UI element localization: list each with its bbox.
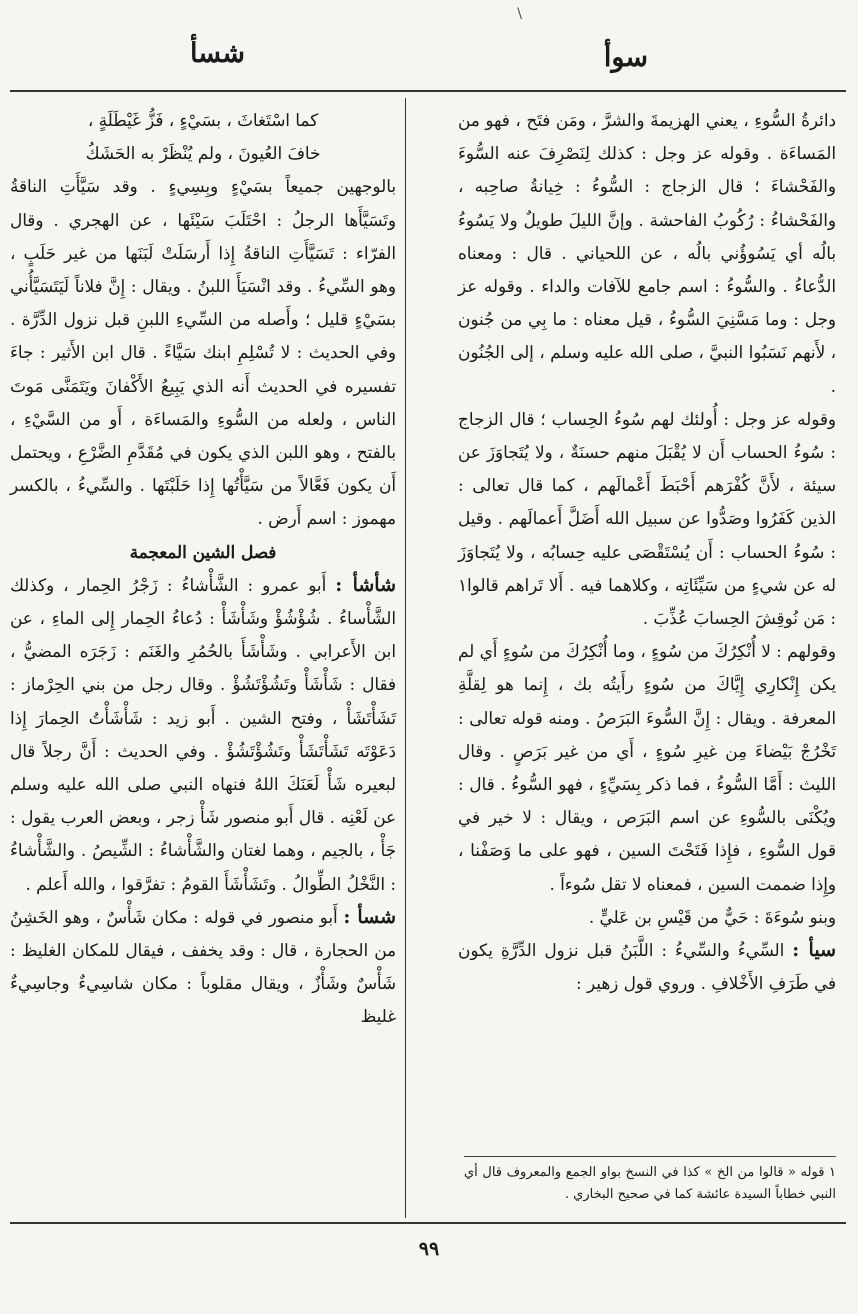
footnote-rule [464, 1156, 836, 1157]
entry-lemma: سيأ : [792, 939, 836, 962]
footer-rule [10, 1222, 846, 1224]
entry-lemma: شأشأ : [335, 573, 396, 596]
column-divider [405, 98, 406, 1218]
left-column [10, 104, 396, 1034]
paragraph: دائرةُ السُّوءِ ، يعني الهزيمةَ والشرَّ ، ومَن فتَح ، فهو من المَساءَة . وقوله عز وجل : كذلك لِنَصْرِفَ عنه السُّوءَ والفَحْشاءَ ؛ قال الزجاج : السُّوءُ : خِيانةُ صاحِبه ، والفَحْشاءُ : رُكُوبُ الفاحشة . وإنَّ الليلَ طويلٌ ولا يَسُوءُ بالُه أي يَسُوؤُني بالُه ، عن اللحياني . قال : ومعناه الدُّعاءُ . والسُّوءُ : اسم جامع للآفات والداء . وقوله عز وجل : وما مَسَّنِيَ السُّوءُ ، قيل معناه : ما بِي من جُنون ، لأَنهم نَسَبُوا النبيَّ ، صلى الله عليه وسلم ، إلى الجُنُون . [458, 110, 836, 396]
entry-lemma: شسأ : [343, 905, 396, 928]
running-headword-left: شسأ [190, 38, 245, 69]
entry-text: أَبو عمرو : الشَّأْشاءُ : زَجْرُ الحِمار ، وكذلك الشَّأْساءُ . شُؤْشُؤْ وشَأْشَأْ : دُعاءُ الحِمار إِلى الماءِ ، عن ابن الأَعرابي . وشَأْشَأَ بالحُمُرِ والغَنَم : زَجَرَه المضيُّ ، فقال : شَأْشَأْ وتَشُؤْتَشُؤْ . وقال رجل من بني الحِرْماز : تَشَأْتَشَأْ ، وفتح الشين . أَبو زيد : شَأْشَأْتُ الحِمارَ إِذا دَعَوْتَه تَشَأْتَشَأْ وتَشُؤْتَشُؤْ . وفي الحديث : أَنَّ رجلاً قال لبعيره شَأْ لَعَنَكَ اللهُ فنهاه النبي صلى الله عليه وسلم عن لَعْنِه . قال أَبو منصور شَأْ زجر ، وبعض العرب يقول : جَأْ ، بالجيم ، وهما لغتان والشَّأْشاءُ : الشِّيصُ . والشَّأْشاءُ : النَّخْلُ الطِّوالُ . وتَشَأْشَأَ القومُ : تفرَّقوا ، والله أَعلم . [10, 574, 396, 894]
entry-shashaa [10, 569, 396, 901]
entry-text: أَبو منصور في قوله : مكان شَأْسٌ ، وهو الخَشِنُ من الحجارة ، قال : وقد يخفف ، فيقال للمكان الغليظ : شَأْسٌ وشَأْزٌ ، ويقال مقلوباً : مكان شاسِيءٌ وجاسِيءٌ غليظ [10, 906, 396, 1027]
verse-line: خافَ العُيونَ ، ولم يُنْظَرْ به الحَشَكُ [85, 143, 321, 164]
paragraph: وقوله عز وجل : أُولئك لهم سُوءُ الحِساب ؛ قال الزجاج : سُوءُ الحساب أَن لا يُقْبَلَ منهم حسنَةٌ ، ولا يُتَجاوَزَ عن سيئة ، لأَنَّ كُفْرَهم أَحْبَطَ أَعْمالَهم ، كما قال تعالى : الذين كَفَرُوا وصَدُّوا عن سبيل الله أَضَلَّ أَعمالَهم . وقيل : سُوءُ الحساب : أَن يُسْتَقْصَى عليه حِسابُه ، ولا يُتَجاوَزَ له عن شيءٍ من سَيِّئَاتِه ، وكلاهما فيه . أَلا تَراهم قالوا١ : مَن نُوقِشَ الحِسابَ عُذِّبَ . [458, 408, 836, 629]
entry-text: السِّيءُ والسِّيءُ : اللَّبَنُ قبل نزول الدِّرَّةِ يكون في طَرَفِ الأَخْلافِ . وروي قول زهير : [458, 940, 836, 994]
entry-shasaa [10, 901, 396, 1034]
header-rule [10, 90, 846, 92]
paragraph: وبنو سُوءَةَ : حَيٌّ من قَيْسِ بن عَليٍّ . [588, 906, 836, 927]
paragraph: بالوجهين جميعاً بسَيْءٍ وبِسِيءٍ . وقد سَيَّأَتِ الناقةُ وتَسَيَّأَها الرجلُ : احْتَلَبَ سَيْئَها ، عن الهجري . وقال الفرّاء : تَسَيَّأَتِ الناقةُ إِذا أَرسَلَتْ لَبَنَها من غير حَلَبٍ ، وهو السِّيءُ . وقد انْسَيَأَ اللبنُ . ويقال : إِنَّ فلاناً لَيَتَسَيَّأُني بسَيْءٍ قليل ؛ وأَصله من السِّيءِ اللبنِ قبل نزول الدِّرَّة . وفي الحديث : لا تُسْلِمِ ابنك سَيَّاءً . قال ابن الأَثير : جاءَ تفسيره في الحديث أَنه الذي يَبِيعُ الأَكْفانَ ويَتَمَنَّى مَوتَ الناس ، ولعله من السُّوءِ والمَساءَة ، أَو من السَّيْءِ ، بالفتح ، وهو اللبن الذي يكون في مُقَدَّمِ الضَّرْعِ ، ويحتمل أَن يكون فَعَّالاً من سَيَّأْتُها إِذا حَلَبْتَها . والسِّيءُ ، بالكسر مهموز : اسم أَرض . [10, 176, 396, 529]
right-column [458, 104, 836, 1000]
footnote: ١ قوله « قالوا من الخ » كذا في النسخ بواو الجمع والمعروف قال أي النبي خطاباً السيدة عائشة كما في صحيح البخاري . [464, 1165, 836, 1202]
page-header [0, 0, 858, 92]
margin-mark: \ [517, 6, 522, 22]
verse-line: كما اسْتَغاثَ ، بسَيْءٍ ، فَزُّ غَيْطَلَةٍ ، [87, 110, 319, 130]
paragraph: وقولهم : لا أُنْكِرُكَ من سُوءٍ ، وما أُنْكِرُكَ من سُوءٍ أَي لم يكن إِنْكارِي إِيَّاكَ من سُوءٍ رأَيتُه بك ، إِنما هو لِقلَّةِ المعرفة . ويقال : إِنَّ السُّوءَ البَرَصُ . ومنه قوله تعالى : تَخْرُجْ بَيْضاءَ مِن غيرِ سُوءٍ ، أَي من غير بَرَصٍ . وقال الليث : أَمَّا السُّوءُ ، فما ذكر بِسَيِّءٍ ، فهو السُّوءُ . قال : ويُكْنَى بالسُّوءِ عن اسم البَرَص ، ويقال : لا خير في قول السُّوءِ ، فإِذا فَتَحْتَ السين ، فهو على ما وَصَفْنا ، وإِذا ضممت السين ، فمعناه لا تقل سُوءاً . [458, 641, 836, 894]
section-title: فصل الشين المعجمة [129, 541, 277, 562]
page-number: ٩٩ [418, 1238, 440, 1260]
running-headword-right: سوأ [603, 42, 648, 73]
entry-sia [458, 934, 836, 1000]
